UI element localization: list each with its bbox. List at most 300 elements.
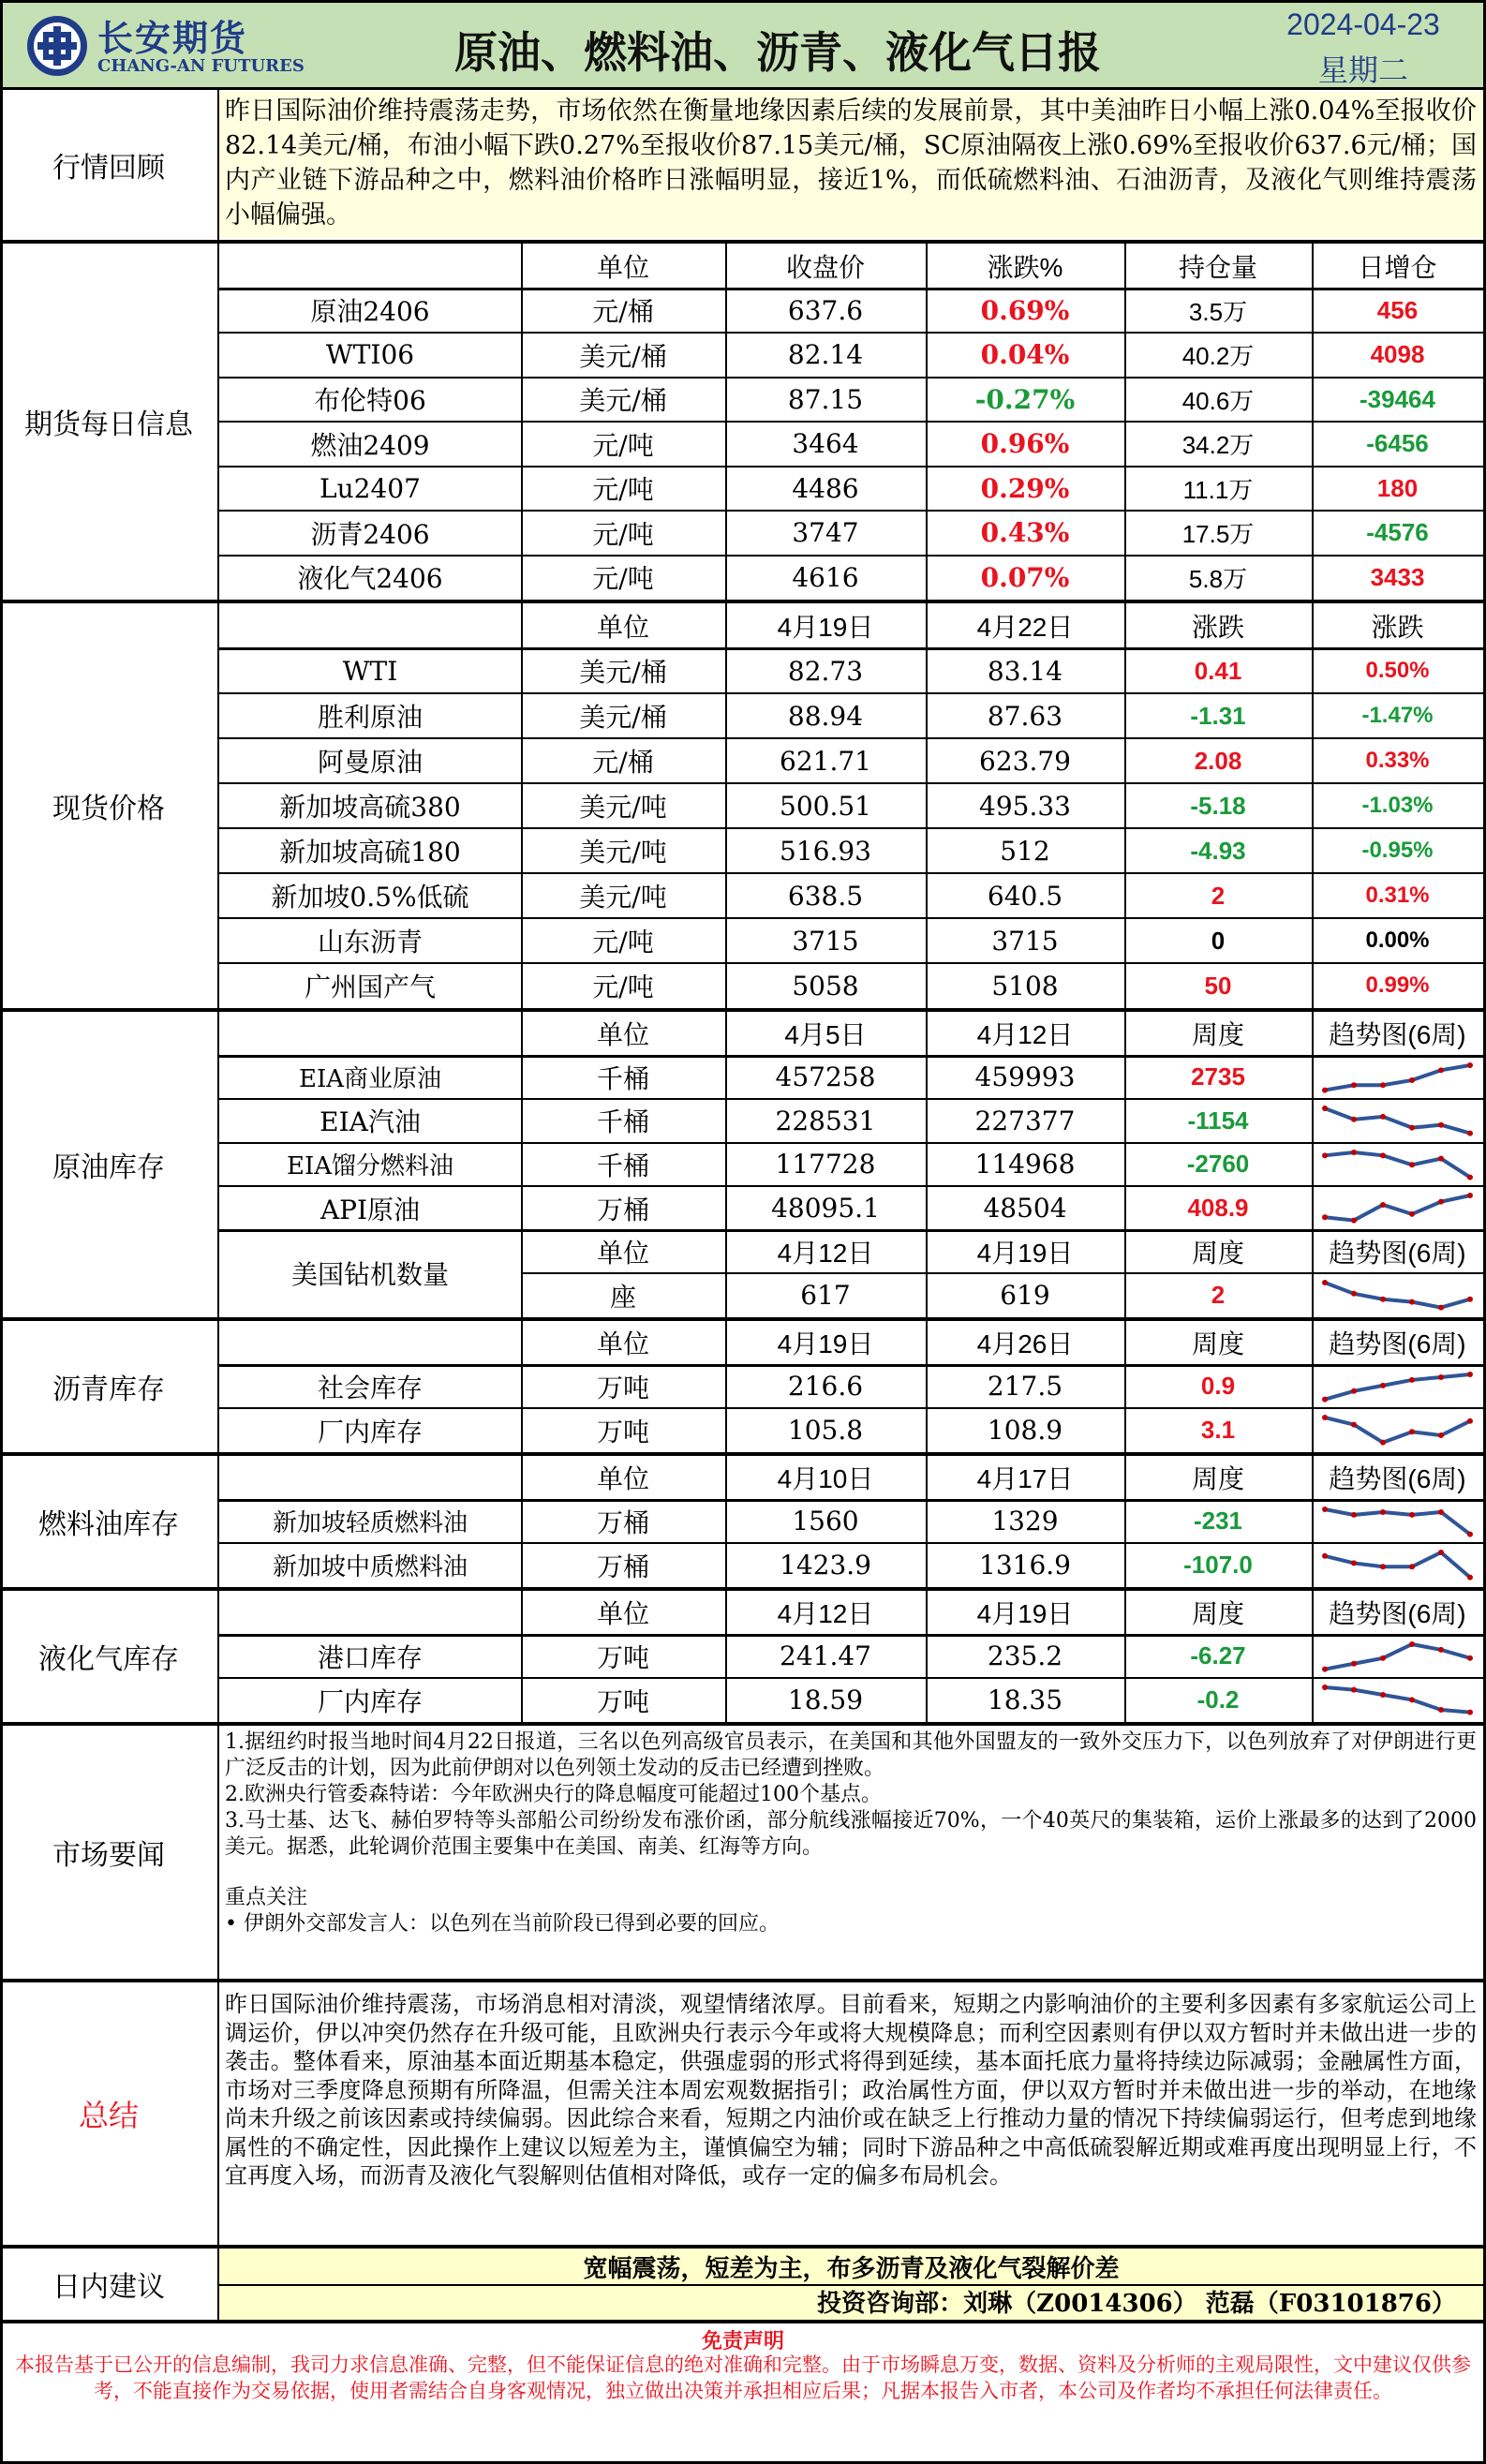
trend-point — [1438, 1305, 1444, 1311]
spot-change: -4.93 — [1190, 836, 1246, 865]
summary-text: 昨日国际油价维持震荡，市场消息相对清淡，观望情绪浓厚。目前看来，短期之内影响油价的主要利多因素有多家航运公司上调运价，伊以冲突仍然存在升级可能，且欧洲央行表示今年或将大规模降息；而利空因素则有伊以双方暂时并未做出进一步的袭击。整体看来，原油基本面近期基本稳定，供强虚弱的形式将得到延续，基本面托底力量将持续边际减弱；金融属性方面，市场对三季度降息预期有所降温，但需关注本周宏观数据指引；政治属性方面，伊以双方暂时并未做出进一步的举动，在地缘尚未升级之前该因素或持续偏弱。因此综合来看，短期之内油价或在缺乏上行推动力量的情况下持续偏弱运行，但考虑到地缘属性的不确定性，因此操作上建议以短差为主，谨慎偏空为辅；同时下游品种之中高低硫裂解近期或难再度出现明显上行，不宜再度入场，而沥青及液化气裂解则估值相对降低，或存一定的偏多布局机会。 — [225, 1991, 1477, 2189]
inventory-curr: 114968 — [974, 1149, 1076, 1180]
column-divider — [1312, 1230, 1314, 1317]
spot-change: 2 — [1211, 881, 1226, 910]
inventory-weekly-change: -107.0 — [1183, 1551, 1253, 1580]
trend-sparkline — [1319, 1277, 1476, 1314]
trend-point — [1380, 1440, 1386, 1446]
trend-point — [1467, 1418, 1473, 1424]
inventory-name: 社会库存 — [317, 1372, 423, 1403]
column-divider — [926, 1591, 928, 1722]
spot-price-curr: 623.79 — [979, 745, 1071, 777]
inventory-weekly-change: -0.2 — [1196, 1685, 1240, 1714]
trend-line — [1325, 1195, 1470, 1221]
trend-point — [1380, 1692, 1386, 1698]
column-header: 涨跌 — [1191, 613, 1244, 642]
inventory-weekly-change: 2735 — [1191, 1062, 1245, 1091]
inventory-curr: 108.9 — [987, 1415, 1063, 1447]
futures-close: 87.15 — [787, 383, 864, 415]
spot-change-pct: 0.31% — [1365, 883, 1430, 908]
inventory-name: 港口库存 — [317, 1641, 423, 1673]
inventory-weekly-change: 3.1 — [1200, 1416, 1236, 1445]
spot-price-curr: 640.5 — [987, 880, 1063, 912]
logo-emblem-icon — [24, 13, 90, 79]
column-divider — [521, 603, 523, 1008]
section-label-fuel-inventory: 燃料油库存 — [38, 1509, 179, 1540]
inventory-unit: 万吨 — [596, 1641, 649, 1673]
trend-point — [1351, 1687, 1357, 1693]
column-divider — [1124, 603, 1126, 1008]
trend-sparkline — [1319, 1639, 1476, 1675]
trend-point — [1409, 1430, 1415, 1435]
futures-change-pct: 0.04% — [980, 339, 1070, 371]
trend-point — [1380, 1383, 1386, 1388]
trend-point — [1409, 1698, 1415, 1703]
futures-open-interest: 17.5万 — [1181, 520, 1255, 549]
inventory-curr: 235.2 — [987, 1640, 1063, 1672]
trend-point — [1322, 1215, 1328, 1221]
spot-unit: 美元/桶 — [579, 657, 667, 688]
trend-point — [1467, 1372, 1473, 1377]
column-header: 涨跌 — [1371, 613, 1424, 642]
column-divider — [926, 603, 928, 1008]
trend-point — [1322, 1415, 1328, 1420]
futures-daily-add: 3433 — [1370, 562, 1425, 591]
trend-sparkline — [1319, 1682, 1476, 1718]
spot-change-pct: 0.00% — [1365, 928, 1430, 953]
column-divider — [725, 1591, 727, 1722]
spot-name: 胜利原油 — [317, 702, 423, 733]
section-label-lpg-inventory: 液化气库存 — [38, 1644, 179, 1675]
spot-unit: 美元/桶 — [579, 702, 667, 733]
trend-sparkline — [1319, 1060, 1476, 1096]
spot-price-curr: 3715 — [991, 925, 1059, 957]
trend-sparkline — [1319, 1412, 1476, 1448]
trend-point — [1322, 1280, 1328, 1285]
column-header: 周度 — [1191, 1239, 1244, 1269]
trend-point — [1467, 1174, 1473, 1180]
column-divider — [926, 244, 928, 600]
column-divider — [1312, 603, 1314, 1008]
column-header: 单位 — [596, 1599, 649, 1629]
spot-price-prev: 82.73 — [787, 655, 864, 687]
spot-name: 阿曼原油 — [317, 747, 423, 778]
news-item: 1.据纽约时报当地时间4月22日报道，三名以色列高级官员表示，在美国和其他外国盟友的一致外交压力下，以色列放弃了对伊朗进行更广泛反击的计划，因为此前伊朗对以色列领土发动的反击已经遭到挫败。 — [225, 1730, 1477, 1780]
inventory-unit: 万桶 — [596, 1551, 649, 1582]
futures-change-pct: 0.96% — [980, 428, 1070, 460]
spot-price-prev: 3715 — [792, 925, 859, 957]
column-header: 周度 — [1191, 1599, 1244, 1629]
trend-point — [1438, 1432, 1444, 1438]
futures-unit: 元/桶 — [592, 296, 654, 328]
column-divider — [521, 1591, 523, 1722]
trend-point — [1467, 1710, 1473, 1715]
column-header: 趋势图(6周) — [1329, 1239, 1466, 1269]
column-header: 涨跌% — [987, 252, 1063, 282]
trend-point — [1351, 1291, 1357, 1297]
column-divider — [725, 1321, 727, 1452]
inventory-name: EIA馏分燃料油 — [286, 1152, 454, 1181]
spot-price-curr: 87.63 — [987, 700, 1063, 732]
spot-price-prev: 88.94 — [787, 700, 864, 732]
inventory-prev: 457258 — [775, 1061, 876, 1093]
inventory-unit: 万桶 — [596, 1194, 649, 1225]
column-divider — [926, 1456, 928, 1587]
trend-point — [1351, 1660, 1357, 1666]
trend-point — [1438, 1647, 1444, 1653]
futures-change-pct: 0.07% — [980, 561, 1070, 593]
futures-open-interest: 40.2万 — [1181, 342, 1255, 371]
trend-point — [1409, 1565, 1415, 1570]
futures-close: 4616 — [792, 561, 859, 593]
futures-unit: 元/吨 — [592, 474, 654, 506]
company-logo — [24, 13, 90, 79]
inventory-name: 厂内库存 — [317, 1416, 423, 1447]
trend-line — [1325, 1509, 1470, 1535]
trend-point — [1467, 1297, 1473, 1302]
rig-curr: 619 — [1000, 1280, 1050, 1312]
spot-price-prev: 638.5 — [787, 880, 864, 912]
futures-close: 637.6 — [787, 294, 864, 326]
focus-item: • 伊朗外交部发言人：以色列在当前阶段已得到必要的回应。 — [225, 1912, 780, 1936]
column-header: 趋势图(6周) — [1329, 1464, 1466, 1494]
futures-change-pct: 0.43% — [980, 517, 1070, 549]
spot-name: 新加坡高硫180 — [279, 837, 461, 868]
column-header: 4月12日 — [777, 1239, 874, 1269]
spot-change: 50 — [1204, 971, 1232, 1000]
section-label-news: 市场要闻 — [52, 1840, 165, 1871]
inventory-prev: 228531 — [775, 1105, 876, 1136]
futures-name: 原油2406 — [310, 296, 430, 328]
inventory-name: EIA商业原油 — [298, 1065, 442, 1094]
inventory-unit: 千桶 — [596, 1150, 649, 1181]
futures-name: 沥青2406 — [310, 518, 430, 550]
column-header: 4月26日 — [976, 1329, 1074, 1359]
futures-open-interest: 5.8万 — [1188, 564, 1248, 593]
spot-price-prev: 5058 — [792, 970, 859, 1002]
inventory-weekly-change: -6.27 — [1190, 1641, 1246, 1670]
column-divider — [926, 1230, 928, 1317]
trend-point — [1467, 1131, 1473, 1136]
column-header: 单位 — [596, 252, 649, 282]
column-header: 趋势图(6周) — [1329, 1599, 1466, 1629]
spot-change: 2.08 — [1194, 746, 1242, 775]
futures-name: 燃油2409 — [310, 429, 430, 461]
trend-point — [1409, 1299, 1415, 1305]
trend-point — [1409, 1077, 1415, 1083]
trend-sparkline — [1319, 1547, 1476, 1583]
spot-price-prev: 516.93 — [780, 835, 871, 867]
column-header: 单位 — [596, 1464, 649, 1494]
inventory-curr: 1316.9 — [979, 1550, 1071, 1581]
column-divider — [1124, 1012, 1126, 1230]
trend-sparkline — [1319, 1103, 1476, 1139]
column-header: 4月12日 — [976, 1020, 1074, 1050]
trend-point — [1380, 1655, 1386, 1660]
section-label-crude-inventory: 原油库存 — [52, 1152, 165, 1183]
trend-point — [1438, 1067, 1444, 1073]
futures-open-interest: 40.6万 — [1181, 386, 1255, 415]
futures-change-pct: 0.29% — [980, 472, 1070, 504]
inventory-prev: 117728 — [775, 1149, 876, 1180]
trend-point — [1380, 1114, 1386, 1120]
focus-title: 重点关注 — [225, 1886, 308, 1909]
trend-point — [1351, 1512, 1357, 1518]
futures-name: Lu2407 — [319, 472, 421, 504]
trend-point — [1351, 1388, 1357, 1393]
futures-daily-add: -4576 — [1366, 518, 1429, 547]
trend-point — [1351, 1082, 1357, 1088]
spot-change: 0.41 — [1194, 656, 1242, 685]
inventory-prev: 18.59 — [787, 1685, 864, 1716]
inventory-name: 新加坡中质燃料油 — [272, 1553, 468, 1582]
inventory-weekly-change: -2760 — [1186, 1150, 1250, 1179]
trend-point — [1409, 1211, 1415, 1217]
trend-point — [1438, 1199, 1444, 1205]
news-item: 2.欧洲央行管委森特诺：今年欧洲央行的降息幅度可能超过100个基点。 — [225, 1783, 882, 1806]
inventory-prev: 1423.9 — [780, 1550, 871, 1581]
column-divider — [1312, 1012, 1314, 1230]
trend-point — [1380, 1082, 1386, 1088]
trend-point — [1409, 1125, 1415, 1131]
trend-point — [1351, 1218, 1357, 1224]
trend-point — [1467, 1531, 1473, 1536]
spot-price-curr: 5108 — [991, 970, 1059, 1002]
trend-point — [1409, 1641, 1415, 1647]
news-block — [225, 1729, 1477, 1975]
logo-chinese-name: 长安期货 — [97, 18, 248, 59]
rig-count-name: 美国钻机数量 — [290, 1259, 449, 1291]
futures-close: 82.14 — [787, 339, 864, 371]
trend-point — [1380, 1509, 1386, 1515]
trend-point — [1351, 1117, 1357, 1122]
column-divider — [1312, 244, 1314, 600]
futures-close: 4486 — [792, 472, 859, 504]
trend-point — [1438, 1155, 1444, 1161]
review-text: 昨日国际油价维持震荡走势，市场依然在衡量地缘因素后续的发展前景，其中美油昨日小幅上涨0.04%至报收价82.14美元/桶，布油小幅下跌0.27%至报收价87.15美元/桶，SC原油隔夜上涨0.69%至报收价637.6元/桶；国内产业链下游品种之中，燃料油价格昨日涨幅明显，接近1%，而低硫燃料油、石油沥青，及液化气则维持震荡小幅偏强。 — [225, 96, 1477, 230]
section-label-futures: 期货每日信息 — [24, 409, 193, 440]
inventory-prev: 1560 — [792, 1506, 859, 1537]
column-divider — [521, 244, 523, 600]
trend-point — [1322, 1152, 1328, 1158]
futures-open-interest: 34.2万 — [1181, 431, 1255, 460]
spot-unit: 元/吨 — [592, 927, 654, 957]
advisor-info: 投资咨询部：刘琳（Z0014306） 范磊（F03101876） — [817, 2290, 1456, 2318]
trend-point — [1438, 1122, 1444, 1128]
futures-name: 布伦特06 — [314, 385, 426, 417]
futures-open-interest: 3.5万 — [1188, 297, 1248, 326]
inventory-prev: 105.8 — [787, 1415, 864, 1447]
disclaimer-text: 本报告基于已公开的信息编制，我司力求信息准确、完整，但不能保证信息的绝对准确和完整。由于市场瞬息万变，数据、资料及分析师的主观局限性，文中建议仅供参考，不能直接作为交易依据，使用者需结合自身客观情况，独立做出决策并承担相应后果；凡据本报告入市者，本公司及作者均不承担任何法律责任。 — [15, 2353, 1471, 2402]
trend-line — [1325, 1418, 1470, 1443]
futures-close: 3464 — [792, 428, 859, 460]
futures-unit: 元/吨 — [592, 518, 654, 550]
futures-open-interest: 11.1万 — [1182, 475, 1254, 504]
inventory-prev: 216.6 — [787, 1371, 864, 1403]
trend-point — [1351, 1422, 1357, 1428]
inventory-curr: 48504 — [983, 1193, 1067, 1225]
trend-sparkline — [1319, 1369, 1476, 1405]
inventory-curr: 459993 — [974, 1061, 1076, 1093]
column-header: 4月10日 — [777, 1464, 874, 1494]
inventory-weekly-change: -231 — [1193, 1507, 1243, 1536]
trend-line — [1325, 1065, 1470, 1091]
column-divider — [1312, 1591, 1314, 1722]
spot-change: -5.18 — [1190, 791, 1246, 820]
section-label-review: 行情回顾 — [52, 153, 165, 184]
trend-sparkline — [1319, 1190, 1476, 1226]
column-divider — [1312, 1456, 1314, 1587]
inventory-name: API原油 — [319, 1194, 421, 1225]
column-divider — [521, 1230, 523, 1317]
futures-daily-add: -39464 — [1360, 384, 1435, 413]
futures-unit: 美元/桶 — [579, 385, 667, 417]
column-header: 单位 — [596, 1239, 649, 1269]
trend-point — [1380, 1152, 1386, 1158]
column-divider — [725, 1012, 727, 1230]
futures-daily-add: -6456 — [1366, 429, 1429, 458]
spot-change-pct: 0.99% — [1365, 972, 1430, 998]
column-divider — [1124, 1591, 1126, 1722]
section-label-intraday: 日内建议 — [52, 2272, 165, 2303]
trend-point — [1322, 1507, 1328, 1512]
inventory-prev: 48095.1 — [771, 1193, 880, 1225]
trend-point — [1322, 1666, 1328, 1671]
futures-name: 液化气2406 — [297, 563, 443, 595]
column-header: 4月19日 — [777, 613, 874, 642]
inventory-name: 新加坡轻质燃料油 — [272, 1509, 468, 1538]
column-header: 4月12日 — [777, 1599, 874, 1629]
trend-line — [1325, 1552, 1470, 1578]
inventory-prev: 241.47 — [780, 1640, 871, 1672]
spot-price-curr: 512 — [1000, 835, 1050, 867]
spot-change-pct: -1.03% — [1361, 793, 1434, 818]
inventory-curr: 1329 — [991, 1506, 1059, 1537]
inventory-curr: 18.35 — [987, 1685, 1063, 1716]
inventory-name: 厂内库存 — [317, 1685, 423, 1717]
trend-point — [1467, 1655, 1473, 1660]
spot-name: 山东沥青 — [317, 927, 423, 957]
inventory-unit: 万吨 — [596, 1685, 649, 1717]
intraday-advice: 宽幅震荡，短差为主，布多沥青及液化气裂解价差 — [583, 2254, 1120, 2283]
spot-price-curr: 83.14 — [987, 655, 1063, 687]
column-divider — [1124, 1321, 1126, 1452]
spot-price-prev: 621.71 — [780, 745, 871, 777]
trend-point — [1322, 1553, 1328, 1559]
spot-name: WTI — [342, 655, 398, 687]
futures-name: WTI06 — [325, 339, 415, 371]
news-item: 3.马士基、达飞、赫伯罗特等头部船公司纷纷发布涨价函，部分航线涨幅接近70%，一个40英尺的集装箱，运价上涨最多的达到了2000美元。据悉，此轮调价范围主要集中在美国、南美、红海等方向。 — [225, 1809, 1477, 1859]
futures-change-pct: 0.69% — [980, 294, 1070, 326]
trend-point — [1438, 1550, 1444, 1555]
column-divider — [725, 1456, 727, 1587]
spot-name: 新加坡0.5%低硫 — [271, 882, 469, 913]
trend-point — [1351, 1150, 1357, 1155]
trend-point — [1380, 1202, 1386, 1208]
column-divider — [521, 1321, 523, 1452]
inventory-weekly-change: 408.9 — [1187, 1194, 1249, 1223]
trend-line — [1325, 1374, 1470, 1400]
spot-price-curr: 495.33 — [979, 790, 1071, 822]
report-weekday: 星期二 — [1317, 52, 1408, 88]
trend-line — [1325, 1152, 1470, 1178]
trend-point — [1438, 1374, 1444, 1380]
trend-line — [1325, 1108, 1470, 1134]
column-header: 日增仓 — [1358, 252, 1437, 282]
column-header: 4月5日 — [784, 1020, 867, 1050]
inventory-unit: 千桶 — [596, 1062, 649, 1094]
futures-unit: 元/吨 — [592, 563, 654, 595]
column-header: 4月19日 — [976, 1239, 1074, 1269]
column-divider — [1124, 1230, 1126, 1317]
column-divider — [725, 603, 727, 1008]
spot-name: 新加坡高硫380 — [279, 792, 461, 823]
inventory-curr: 227377 — [974, 1105, 1076, 1136]
trend-line — [1325, 1644, 1470, 1670]
spot-unit: 美元/吨 — [579, 792, 667, 823]
spot-price-prev: 500.51 — [780, 790, 871, 822]
trend-point — [1438, 1707, 1444, 1713]
spot-unit: 美元/吨 — [579, 882, 667, 913]
trend-point — [1438, 1509, 1444, 1515]
trend-point — [1467, 1575, 1473, 1581]
spot-name: 广州国产气 — [304, 972, 436, 1002]
rig-weekly-change: 2 — [1211, 1281, 1226, 1310]
column-divider — [1312, 1321, 1314, 1452]
spot-change-pct: 0.50% — [1365, 658, 1430, 683]
logo-english-name: CHANG-AN FUTURES — [97, 56, 305, 76]
trend-point — [1322, 1087, 1328, 1092]
futures-close: 3747 — [792, 517, 859, 549]
futures-daily-add: 180 — [1376, 473, 1419, 502]
column-header: 单位 — [596, 1020, 649, 1050]
column-header: 持仓量 — [1178, 252, 1257, 282]
inventory-unit: 万吨 — [596, 1416, 649, 1447]
column-divider — [725, 1230, 727, 1317]
futures-change-pct: -0.27% — [974, 383, 1076, 415]
column-divider — [725, 244, 727, 600]
trend-point — [1467, 1062, 1473, 1068]
column-divider — [1124, 1456, 1126, 1587]
trend-point — [1322, 1685, 1328, 1690]
trend-point — [1380, 1297, 1386, 1302]
rig-prev: 617 — [800, 1280, 851, 1312]
trend-sparkline — [1319, 1147, 1476, 1183]
inventory-weekly-change: -1154 — [1187, 1106, 1249, 1135]
spot-change-pct: 0.33% — [1365, 748, 1430, 773]
column-header: 4月19日 — [976, 1599, 1074, 1629]
inventory-unit: 千桶 — [596, 1106, 649, 1138]
futures-unit: 美元/桶 — [579, 340, 667, 372]
futures-unit: 元/吨 — [592, 429, 654, 461]
column-header: 4月17日 — [976, 1464, 1074, 1494]
spot-unit: 元/桶 — [592, 747, 654, 778]
trend-line — [1325, 1687, 1470, 1713]
spot-change-pct: -1.47% — [1361, 703, 1434, 728]
column-divider — [926, 1012, 928, 1230]
column-header: 单位 — [596, 1329, 649, 1359]
inventory-weekly-change: 0.9 — [1200, 1372, 1236, 1401]
spot-unit: 元/吨 — [592, 972, 654, 1002]
futures-daily-add: 456 — [1376, 295, 1419, 324]
column-divider — [926, 1321, 928, 1452]
trend-point — [1351, 1561, 1357, 1566]
trend-point — [1322, 1396, 1328, 1402]
spot-unit: 美元/吨 — [579, 837, 667, 868]
column-divider — [521, 1456, 523, 1587]
column-header: 4月22日 — [976, 613, 1074, 642]
trend-point — [1409, 1512, 1415, 1518]
